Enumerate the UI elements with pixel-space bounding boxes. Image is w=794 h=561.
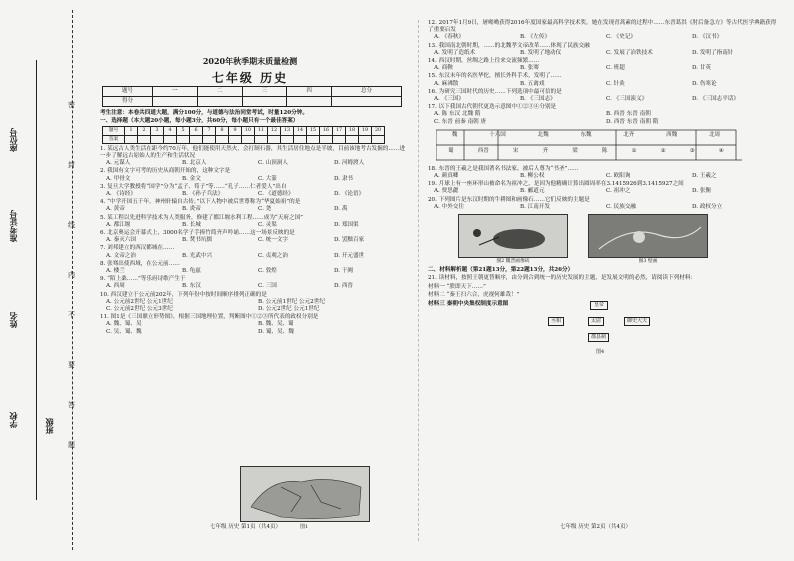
- dynasty-timeline: [436, 128, 746, 164]
- option[interactable]: B. 公元前1世纪 公元2世纪: [258, 298, 325, 305]
- option[interactable]: A. 颜真卿: [434, 173, 459, 180]
- answer-number: 5: [177, 127, 190, 135]
- option[interactable]: A. 发明了造纸术: [434, 49, 476, 56]
- right-questions-2: [428, 166, 778, 211]
- question-item: [100, 292, 410, 314]
- question-options: [100, 253, 410, 260]
- question-item: [428, 104, 778, 126]
- timeline-dynasty: 西魏: [666, 131, 678, 138]
- seal-char: 要: [68, 361, 75, 369]
- option[interactable]: A. 公元前2世纪 公元1世纪: [106, 298, 173, 305]
- option[interactable]: A. 西周: [106, 283, 125, 290]
- score-cell: 二: [197, 87, 242, 97]
- option[interactable]: B. 北京人: [182, 160, 207, 167]
- question-options: [428, 111, 778, 125]
- option[interactable]: C. 祖冲之: [606, 188, 631, 195]
- question-text: 6. 北京奥运会开幕式上，3000名学子手捧竹简齐声吟诵……这一场景反映的是: [100, 230, 295, 237]
- option[interactable]: D. 《汉书》: [692, 34, 723, 41]
- answer-number: 13: [281, 127, 294, 135]
- option[interactable]: B. 《三国志》: [520, 96, 556, 103]
- material-3-row: [428, 301, 778, 359]
- question-item: [100, 215, 410, 229]
- answer-number: 11: [255, 127, 268, 135]
- diagram-node: 御史大夫: [624, 317, 650, 326]
- option[interactable]: B. 张骞: [520, 65, 539, 72]
- option[interactable]: D. 河姆渡人: [334, 160, 365, 167]
- answer-cell[interactable]: [242, 135, 255, 143]
- question-text: 11. 图1是《三国鼎立形势图》，根据三国地理位置，判断图中①②③所代表的政权分别是: [100, 314, 319, 321]
- answer-cell[interactable]: [281, 135, 294, 143]
- option[interactable]: B. 焚书坑儒: [182, 237, 213, 244]
- option[interactable]: A. 《三国》: [434, 96, 464, 103]
- material-2: 材料二 “秦王扫六合，虎视何雄哉！”: [428, 291, 520, 298]
- material-1: 材料一 “朕即天下……”: [428, 283, 486, 290]
- option[interactable]: B. 东汉: [182, 283, 201, 290]
- answer-cell[interactable]: [164, 135, 177, 143]
- centralization-diagram: [548, 301, 668, 359]
- option[interactable]: A. 《诗经》: [106, 191, 136, 198]
- answer-label: 答案: [103, 135, 125, 143]
- option[interactable]: B. 金文: [182, 175, 201, 182]
- option[interactable]: B. 长城: [182, 221, 201, 228]
- option[interactable]: C. 贞观之治: [258, 252, 289, 259]
- answer-cell[interactable]: [346, 135, 359, 143]
- mural-image: [588, 214, 708, 258]
- option[interactable]: C. 吴、蜀、魏: [106, 328, 142, 335]
- option[interactable]: D. 隶书: [334, 175, 354, 182]
- section-2-heading: 二、材料解析题（第21题13分，第22题13分，共26分）: [428, 267, 574, 274]
- answer-cell[interactable]: [359, 135, 372, 143]
- question-item: [428, 89, 778, 103]
- option[interactable]: B. 江南开发: [520, 203, 551, 210]
- option[interactable]: B. 炎帝: [182, 206, 201, 213]
- option[interactable]: D. 王羲之: [692, 173, 717, 180]
- option[interactable]: D. 开元盛世: [334, 252, 365, 259]
- timeline-blank: ②: [660, 147, 666, 154]
- question-21: 21. 读材料，按照王朝更替顺序，由分到合到统一的历史发展的主题，是发展文明的必然，请阅读下列材料：: [428, 275, 696, 282]
- option[interactable]: B. 柳公权: [520, 173, 545, 180]
- question-options: [100, 283, 410, 290]
- seat-label: 座位号: [9, 128, 18, 152]
- score-cell: 三: [242, 87, 287, 97]
- binding-strip: [0, 0, 110, 561]
- answer-number: 18: [346, 127, 359, 135]
- timeline-dynasty: 北魏: [537, 131, 549, 138]
- timeline-blank: ③: [689, 147, 695, 154]
- timeline-blank: ④: [718, 147, 724, 154]
- question-item: [428, 181, 778, 195]
- option[interactable]: A. 贾思勰: [434, 188, 459, 195]
- option[interactable]: A. 元谋人: [106, 160, 131, 167]
- answer-number: 1: [125, 127, 138, 135]
- score-cell: 总分: [332, 87, 402, 97]
- answer-table: [102, 126, 385, 143]
- option[interactable]: C. 统一文字: [258, 237, 289, 244]
- seal-char: 题: [68, 441, 75, 449]
- question-text: 17. 以下我国古代朝代更迭示意图中①②③④分别是: [428, 104, 557, 111]
- option[interactable]: B. 西晋 东晋 南朝: [606, 111, 651, 118]
- answer-number: 14: [294, 127, 307, 135]
- question-options: [100, 237, 410, 244]
- score-cell: 四: [287, 87, 332, 97]
- question-item: [100, 199, 410, 213]
- answer-cell[interactable]: [268, 135, 281, 143]
- option[interactable]: B. 魏、吴、蜀: [258, 321, 294, 328]
- option[interactable]: D. 罢黜百家: [334, 237, 365, 244]
- option[interactable]: D. 张衡: [692, 188, 712, 195]
- fig3-caption: 图3 壁画: [638, 259, 658, 265]
- option[interactable]: D. 公元2世纪 公元1世纪: [258, 306, 320, 313]
- option[interactable]: C. 尧: [258, 206, 272, 213]
- timeline-blank: ①: [631, 147, 637, 154]
- answer-number: 8: [216, 127, 229, 135]
- diagram-side: 郡县制: [588, 333, 609, 342]
- score-cell: 得分: [103, 97, 153, 107]
- answer-number: 3: [151, 127, 164, 135]
- option[interactable]: A. 商鞅: [434, 65, 453, 72]
- question-text: 8. 张骞出使西域，在公元前……: [100, 260, 180, 267]
- timeline-dynasty: 梁: [572, 147, 578, 154]
- score-input[interactable]: [332, 97, 402, 107]
- binding-line: [36, 60, 37, 500]
- question-text: 10. 西汉建立于公元前202年，下列年份中按时间顺序排列正确的是: [100, 291, 267, 298]
- question-item: [428, 58, 778, 72]
- timeline-dynasty: 东魏: [580, 131, 592, 138]
- footer-left: 七年级 历史 第1页（共4页）: [210, 524, 281, 530]
- right-questions: [428, 20, 778, 126]
- question-options: [428, 173, 778, 180]
- question-text: 7. 刘邦建立的西汉都城在……: [100, 245, 175, 252]
- score-input[interactable]: [287, 97, 332, 107]
- question-item: [100, 261, 410, 275]
- option[interactable]: A. 麻沸散: [434, 80, 459, 87]
- timeline-dynasty: 北齐: [623, 131, 635, 138]
- answer-number: 20: [372, 127, 385, 135]
- seal-char: 答: [68, 401, 75, 409]
- option[interactable]: B. 五禽戏: [520, 80, 545, 87]
- question-item: [100, 276, 410, 290]
- score-cell: 题号: [103, 87, 153, 97]
- answer-cell[interactable]: [307, 135, 320, 143]
- answer-cell[interactable]: [125, 135, 138, 143]
- question-item: [100, 168, 410, 182]
- timeline-dynasty: 十六国: [489, 131, 506, 138]
- option[interactable]: D. 于阗: [334, 268, 354, 275]
- option[interactable]: B. 发明了地动仪: [520, 49, 562, 56]
- option[interactable]: B. 光武中兴: [182, 252, 213, 259]
- answer-number: 16: [320, 127, 333, 135]
- option[interactable]: C. 山顶洞人: [258, 160, 289, 167]
- page-divider: [418, 20, 419, 541]
- answer-cell[interactable]: [216, 135, 229, 143]
- question-options: [100, 321, 410, 335]
- answer-number: 17: [333, 127, 346, 135]
- exam-no-label: 准考证号: [9, 210, 18, 242]
- question-options: [100, 191, 410, 198]
- option[interactable]: A. 楼兰: [106, 268, 125, 275]
- question-options: [100, 299, 410, 313]
- option[interactable]: C. 敦煌: [258, 268, 277, 275]
- answer-cell[interactable]: [229, 135, 242, 143]
- answer-cell[interactable]: [138, 135, 151, 143]
- answer-number: 9: [229, 127, 242, 135]
- name-label: 姓名: [9, 312, 18, 328]
- question-text: 2. 我国有文字可考的历史从商朝开始的，这种文字是: [100, 168, 231, 175]
- timeline-dynasty: 宋: [512, 147, 519, 154]
- answer-number: 4: [164, 127, 177, 135]
- option[interactable]: D. 西晋 东晋 南朝 隋: [606, 118, 659, 125]
- timeline-dynasty: 齐: [542, 147, 549, 154]
- seal-line: [72, 10, 73, 550]
- question-text: 3. 复旦大学教授将“国学”分为“孟子、荀子”等……“孔子……仁者爱人”出自: [100, 183, 287, 190]
- option[interactable]: A. 文帝之治: [106, 252, 136, 259]
- left-questions: [100, 146, 410, 336]
- question-item: [100, 245, 410, 259]
- question-item: [428, 20, 778, 42]
- option[interactable]: D. 甘英: [692, 65, 712, 72]
- option[interactable]: C. 《三国演义》: [606, 96, 648, 103]
- option[interactable]: A. 秦灭六国: [106, 237, 136, 244]
- option[interactable]: D. 禹: [334, 206, 348, 213]
- option[interactable]: C. 灵渠: [258, 221, 277, 228]
- option[interactable]: A. 中外交往: [434, 203, 464, 210]
- answer-number: 10: [242, 127, 255, 135]
- score-input[interactable]: [242, 97, 287, 107]
- seal-char: 封: [68, 161, 75, 169]
- score-input[interactable]: [153, 97, 198, 107]
- answer-cell[interactable]: [333, 135, 346, 143]
- question-item: [428, 166, 778, 180]
- answer-cell[interactable]: [294, 135, 307, 143]
- answer-cell[interactable]: [320, 135, 333, 143]
- question-options: [100, 268, 410, 275]
- diagram-node: 太尉: [588, 317, 604, 326]
- answer-cell[interactable]: [151, 135, 164, 143]
- material-3: 材料三 秦朝中央集权制度示意图: [428, 301, 509, 308]
- timeline-top-row: [436, 132, 736, 139]
- footer-right: 七年级 历史 第2页（共4页）: [560, 524, 631, 530]
- option[interactable]: D. 发明了指南针: [692, 49, 734, 56]
- seal-char: 不: [68, 311, 75, 319]
- question-item: [100, 184, 410, 198]
- option[interactable]: A. 陈 东汉 北魏 隋: [434, 111, 481, 118]
- question-options: [100, 222, 410, 229]
- answer-number: 15: [307, 127, 320, 135]
- question-item: [428, 197, 778, 211]
- option[interactable]: C. 公元前2世纪 公元3世纪: [106, 306, 173, 313]
- question-options: [428, 188, 778, 195]
- question-text: 4. “中学开国五千年，神州轩辕自古传。”以下人物中被后世尊称为“华夏始祖”的是: [100, 199, 301, 206]
- option[interactable]: A. 《春秋》: [434, 34, 464, 41]
- answer-number: 7: [203, 127, 216, 135]
- option[interactable]: C. 针灸: [606, 80, 625, 87]
- section-1-heading: 一、选择题（本大题20小题，每小题3分，共60分，每小题只有一个最佳答案）: [100, 118, 299, 125]
- question-options: [428, 34, 778, 41]
- right-column: [428, 20, 778, 359]
- exam-subtitle: 七年级 历史: [211, 71, 289, 85]
- figure-2: [458, 214, 568, 265]
- diagram-caption: 图4: [596, 349, 605, 356]
- question-text: 19. 月球上有一座环形山被命名为祖冲之，是因为他精确计算出圆周率在3.1415926到3.1415927之间: [428, 181, 684, 188]
- question-text: 16. 为研究三国时代的历史……下列选项中最可信的是: [428, 88, 562, 95]
- timeline-dynasty: 陈: [601, 147, 608, 154]
- option[interactable]: B. 郦道元: [520, 188, 545, 195]
- question-options: [100, 176, 410, 183]
- answer-cell[interactable]: [255, 135, 268, 143]
- option[interactable]: C. 发展了冶铁技术: [606, 49, 653, 56]
- diagram-node: 丞相: [548, 317, 564, 326]
- question-item: [428, 73, 778, 87]
- seal-char: 密: [68, 101, 75, 109]
- option[interactable]: C. 《道德经》: [258, 191, 294, 198]
- class-label: 班级: [45, 418, 54, 434]
- option[interactable]: D. 政权分立: [692, 203, 723, 210]
- diagram-top: 皇帝: [590, 301, 608, 310]
- option[interactable]: B. 《左传》: [520, 34, 551, 41]
- score-table: [102, 86, 402, 107]
- question-options: [428, 81, 778, 88]
- fig1-caption: 图1: [300, 524, 309, 530]
- question-options: [100, 160, 410, 167]
- timeline-bottom-row: [436, 148, 736, 155]
- option[interactable]: C. 大篆: [258, 175, 277, 182]
- question-text: 18. 东晋的王羲之是我国著名书法家，被后人尊为“书圣”……: [428, 165, 579, 172]
- fig2-caption: 图2 魏晋画像砖: [496, 259, 530, 265]
- question-options: [428, 204, 778, 211]
- question-options: [428, 96, 778, 103]
- option[interactable]: C. 东晋 前秦 南朝 唐: [434, 118, 487, 125]
- question-text: 12. 2017年1月9日，屠呦呦获得2016年度国家最高科学技术奖。她在发现青蒿素的过程中……东晋葛洪《肘后备急方》等古代医学典籍获得了重要启发: [428, 20, 777, 34]
- option[interactable]: D. 西晋: [334, 283, 354, 290]
- question-text: 20. 下列图片是东汉时期的牛耕图和画像石……它们反映的主题是: [428, 196, 590, 203]
- question-text: 9. “陌上桑……”等乐府诗歌产生于: [100, 276, 186, 283]
- question-text: 5. 某工程以先进科学技术为人类服务，修建了都江堰水利工程……成为“天府之国”: [100, 214, 304, 221]
- timeline-dynasty: 西晋: [477, 147, 489, 154]
- timeline-dynasty: 魏: [451, 131, 458, 138]
- question-text: 14. 西汉时期，丝绸之路上往来交流频繁……: [428, 58, 540, 65]
- question-item: [428, 43, 778, 57]
- exam-title: 2020年秋季期末质量检测: [202, 56, 298, 66]
- map-image: [241, 467, 371, 523]
- answer-number: 12: [268, 127, 281, 135]
- question-options: [428, 65, 778, 72]
- question-text: 15. 东汉末年的名医华佗，擅长外科手术，发明了……: [428, 73, 562, 80]
- option[interactable]: A. 都江堰: [106, 221, 131, 228]
- question-options: [428, 50, 778, 57]
- answer-cell[interactable]: [372, 135, 385, 143]
- question-text: 13. 我国南北朝时期，……的北魏孝文帝改革……体现了民族交融: [428, 42, 590, 49]
- question-item: [100, 146, 410, 168]
- option[interactable]: D. 蜀、吴、魏: [258, 328, 294, 335]
- question-text: 1. 某远古人类生活在距今约70万年，他们能使用天然火，会打制石器，其生活居住地点是半坡，目前该地考古发掘的……进一步了解远古原始人的生产和生活状况: [100, 145, 406, 160]
- option[interactable]: B. 《孙子兵法》: [182, 191, 224, 198]
- option[interactable]: C. 班超: [606, 65, 625, 72]
- seal-char: 内: [68, 271, 75, 279]
- option[interactable]: D. 《论语》: [334, 191, 365, 198]
- answer-label: 题号: [103, 127, 125, 135]
- ox-plough-image: [458, 214, 568, 258]
- figures-row: [458, 214, 778, 265]
- option[interactable]: D. 郑国渠: [334, 221, 359, 228]
- option[interactable]: A. 黄帝: [106, 206, 125, 213]
- option[interactable]: A. 魏、蜀、吴: [106, 321, 142, 328]
- option[interactable]: B. 龟兹: [182, 268, 201, 275]
- option[interactable]: C. 欧阳询: [606, 173, 631, 180]
- timeline-dynasty: 蜀: [448, 147, 454, 154]
- seal-char: 线: [68, 221, 75, 229]
- option[interactable]: C. 民族交融: [606, 203, 637, 210]
- option[interactable]: C. 三国: [258, 283, 277, 290]
- score-cell: 一: [153, 87, 198, 97]
- three-kingdoms-map: [240, 466, 370, 522]
- option[interactable]: A. 甲骨文: [106, 175, 131, 182]
- option[interactable]: D. 伤寒论: [692, 80, 717, 87]
- score-input[interactable]: [197, 97, 242, 107]
- figure-3: [588, 214, 708, 265]
- option[interactable]: D. 《三国志平话》: [692, 96, 739, 103]
- answer-number: 19: [359, 127, 372, 135]
- school-label: 学校: [9, 412, 18, 428]
- question-item: [100, 314, 410, 336]
- answer-cell[interactable]: [203, 135, 216, 143]
- answer-number: 2: [138, 127, 151, 135]
- answer-cell[interactable]: [177, 135, 190, 143]
- answer-number: 6: [190, 127, 203, 135]
- notice: 考生注意：本卷共四道大题，满分100分，与道德与法治同堂考试，时量120分钟。: [100, 110, 308, 116]
- question-item: [100, 230, 410, 244]
- option[interactable]: C. 《史记》: [606, 34, 637, 41]
- timeline-dynasty: 北周: [708, 131, 720, 138]
- answer-cell[interactable]: [190, 135, 203, 143]
- question-options: [100, 206, 410, 213]
